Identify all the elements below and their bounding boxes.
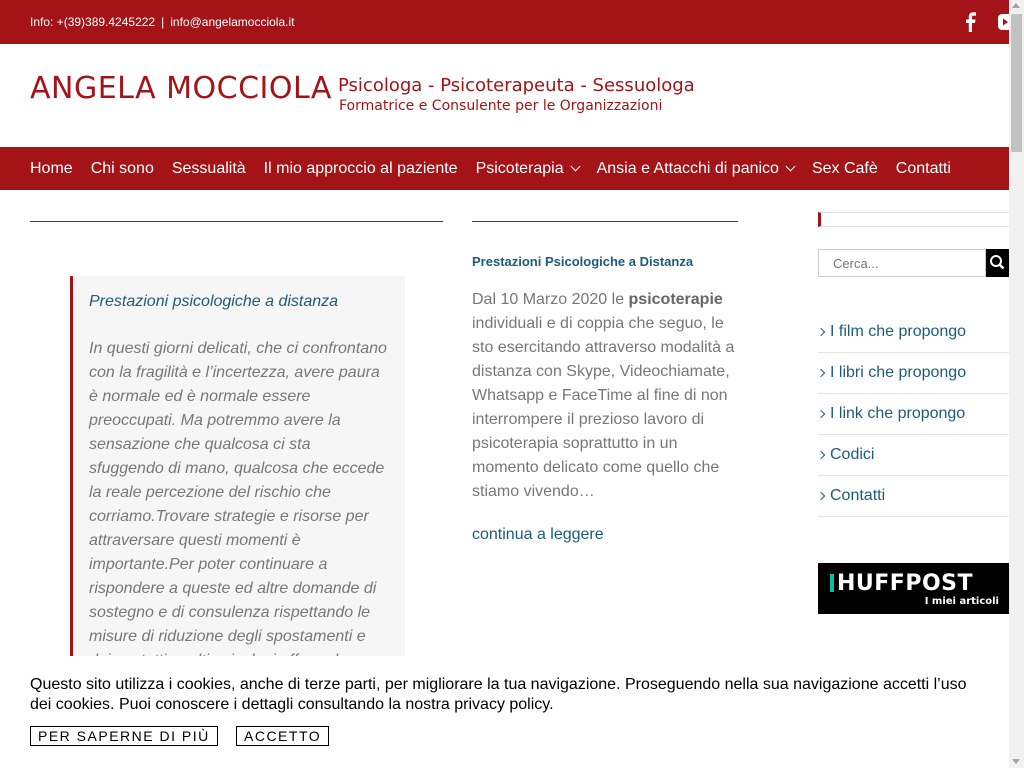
excerpt-bold: psicoterapie — [628, 291, 723, 308]
nav-item-chi-sono[interactable] — [91, 147, 154, 190]
quote-title[interactable]: Prestazioni psicologiche a distanza — [89, 293, 339, 310]
scroll-up-arrow-icon[interactable] — [1012, 3, 1020, 8]
contact-info — [30, 15, 294, 29]
logo-name[interactable]: ANGELA MOCCIOLA — [30, 71, 332, 106]
email-link[interactable]: info@angelamocciola.it — [170, 15, 295, 29]
sidebar-link-film[interactable] — [818, 312, 1009, 353]
nav-label: Sex Cafè — [811, 160, 878, 177]
column-divider — [472, 221, 738, 222]
cookie-text: Questo sito utilizza i cookies, anche di terze parti, per migliorare la tua navigazione. Proseguendo nella sua navigazione accetti l’uso dei cookies. Puoi conoscere i dettagli consultando la nostra privacy policy. — [30, 676, 967, 713]
huffpost-brand: HUFFPOST — [837, 571, 974, 596]
nav-item-home[interactable] — [30, 147, 73, 190]
scrollbar[interactable] — [1009, 0, 1024, 768]
logo-subtitle: Psicologa - Psicoterapeuta - Sessuologa — [338, 75, 695, 96]
youtube-icon[interactable] — [998, 14, 1009, 30]
sidebar-link-contatti[interactable] — [818, 476, 1009, 517]
cookie-accept-button[interactable]: ACCETTO — [236, 726, 329, 746]
phone-text: Info: +(39)389.4245222 — [30, 15, 156, 29]
nav-label: Chi sono — [90, 160, 154, 177]
nav-item-sessualita[interactable] — [172, 147, 246, 190]
sidebar-links — [818, 312, 1009, 517]
nav-item-ansia[interactable] — [597, 147, 794, 190]
huffpost-banner[interactable] — [818, 563, 1009, 614]
chevron-right-icon — [817, 451, 825, 459]
top-bar — [0, 0, 1009, 44]
main-nav — [0, 147, 1009, 190]
sidebar-link-label: I link che propongo — [830, 405, 966, 422]
read-more-link[interactable]: continua a leggere — [472, 526, 604, 543]
sidebar-link-label: I libri che propongo — [830, 364, 967, 381]
nav-label: Sessualità — [171, 160, 246, 177]
chevron-down-icon — [786, 162, 796, 172]
nav-label: Il mio approccio al paziente — [263, 160, 458, 177]
nav-item-sex-cafe[interactable] — [812, 147, 878, 190]
nav-item-approccio[interactable] — [264, 147, 458, 190]
huffpost-mark — [830, 574, 834, 592]
sidebar-link-link[interactable] — [818, 394, 1009, 435]
sidebar-link-codici[interactable] — [818, 435, 1009, 476]
sidebar-link-label: I film che propongo — [830, 323, 967, 340]
chevron-right-icon — [817, 410, 825, 418]
post-title[interactable]: Prestazioni Psicologiche a Distanza — [472, 254, 694, 269]
chevron-right-icon — [817, 492, 825, 500]
cookie-banner — [0, 656, 1009, 768]
column-divider — [30, 221, 443, 222]
search-input[interactable] — [818, 249, 986, 277]
nav-label: Contatti — [895, 160, 951, 177]
sidebar-link-label: Codici — [830, 446, 875, 463]
facebook-icon[interactable] — [964, 12, 976, 32]
post-excerpt — [472, 288, 738, 504]
cookie-more-button[interactable]: PER SAPERNE DI PIÙ — [30, 726, 218, 746]
logo-tagline: Formatrice e Consulente per le Organizzazioni — [339, 98, 663, 114]
chevron-right-icon — [817, 369, 825, 377]
separator: | — [161, 15, 165, 29]
huffpost-caption: I miei articoli — [924, 596, 999, 607]
sidebar-link-label: Contatti — [830, 487, 886, 504]
scroll-down-arrow-icon[interactable] — [1012, 759, 1020, 764]
huffpost-logo — [830, 571, 973, 596]
nav-item-psicoterapia[interactable] — [476, 147, 579, 190]
excerpt-text: individuali e di coppia che seguo, le sto esercitando attraverso modalità a distanza con Skype, Videochiamate, Whatsapp e FaceTime al fine di non interrompere il prezioso lavoro di psicoterapia soprattutto in un momento delicato come quello che stiamo vivendo… — [472, 315, 735, 500]
nav-item-contatti[interactable] — [896, 147, 951, 190]
chevron-down-icon — [570, 162, 580, 172]
chevron-right-icon — [817, 328, 825, 336]
quote-box — [70, 276, 405, 656]
sidebar-heading-bar — [818, 212, 1009, 227]
scrollbar-thumb[interactable] — [1011, 14, 1022, 152]
nav-label: Psicoterapia — [475, 160, 564, 177]
nav-label: Home — [30, 160, 73, 177]
search-icon — [986, 249, 1009, 277]
search-button[interactable] — [986, 249, 1009, 277]
site-header — [0, 44, 1009, 147]
quote-text: In questi giorni delicati, che ci confrontano con la fragilità e l’incertezza, avere paura è normale ed è normale essere preoccupati. Ma potremmo avere la sensazione che qualcosa ci sta sfuggendo di mano, qualcosa che eccede la reale percezione del rischio che corriamo.Trovare strategie e risorse per attraversare questi momenti è importante.Per poter continuare a rispondere a queste ed altre domande di sostegno e di consulenza rispettando le misure di riduzione degli spostamenti e — [89, 340, 387, 645]
nav-label: Ansia e Attacchi di panico — [596, 160, 779, 177]
excerpt-text: Dal 10 Marzo 2020 le — [472, 291, 629, 308]
sidebar-link-libri[interactable] — [818, 353, 1009, 394]
